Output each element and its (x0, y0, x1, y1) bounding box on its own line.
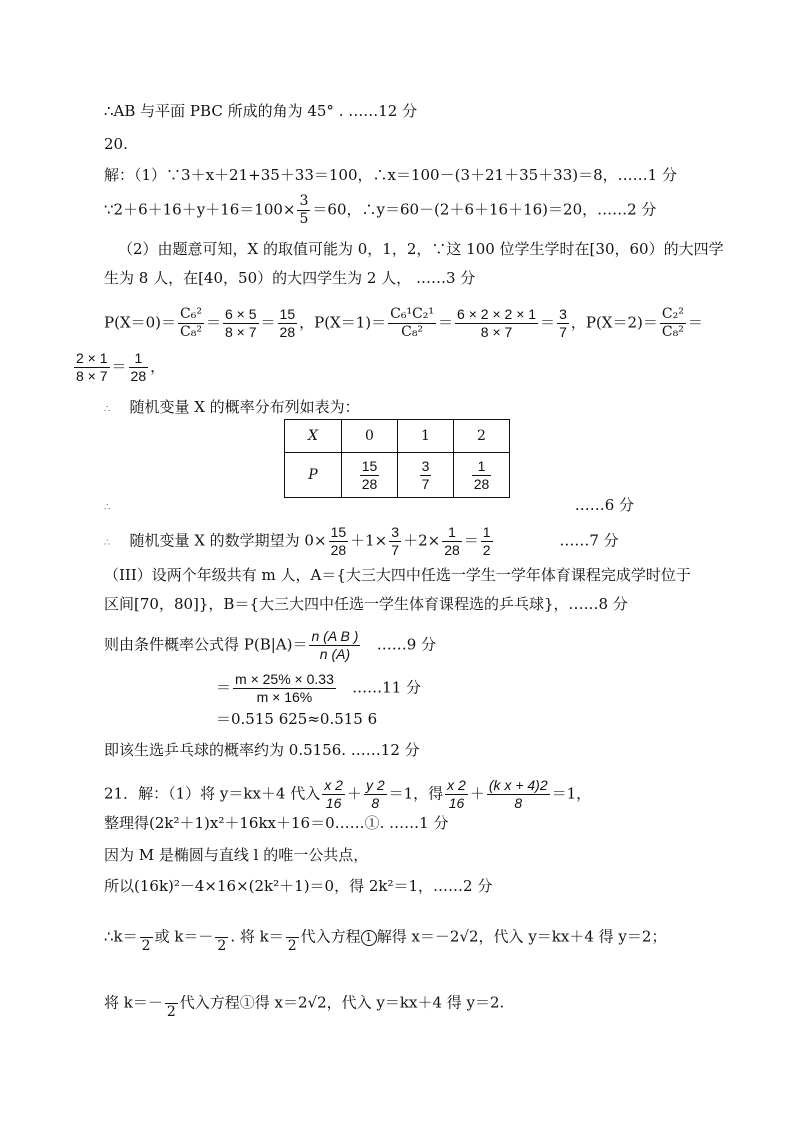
k-text-a: ∴k＝ (104, 927, 138, 946)
fraction-p0-value (278, 306, 298, 341)
line-part3-cont: 区间[70，80]}，B＝{大三大四中任选一学生体育课程选的乒乓球}，……8 分 (104, 595, 628, 613)
line-negative-k (104, 986, 504, 1021)
frac-den: 8 × 7 (76, 368, 108, 384)
frac-den: m × 16% (256, 689, 313, 705)
table-cell (342, 453, 398, 498)
expectation-text: 随机变量 X 的数学期望为 0× (129, 531, 327, 550)
score-7: ……7 分 (559, 531, 619, 550)
frac-num: C₂² (661, 306, 684, 322)
score-9: ……9 分 (376, 635, 437, 654)
fraction-half (140, 920, 153, 955)
frac-den: 7 (559, 324, 567, 340)
frac-num: x 2 (324, 777, 343, 793)
fraction-half (165, 986, 178, 1021)
line-probabilities (104, 306, 703, 341)
line-discriminant: 所以(16k)²－4×16×(2k²＋1)＝0，得 2k²＝1，……2 分 (104, 877, 493, 895)
line-result: ＝0.515 625≈0.515 6 (216, 710, 378, 728)
table-cell (454, 453, 510, 498)
fraction-p0-product (223, 306, 259, 341)
frac-den: 16 (325, 795, 342, 811)
fraction-p2-product (74, 350, 110, 385)
frac-num: 3 (559, 306, 567, 322)
frac-num: 1 (442, 524, 462, 542)
plus-sign: ＋ (346, 784, 362, 803)
therefore-marker: ∴ (104, 404, 111, 415)
therefore-marker: ∴ (104, 537, 111, 549)
frac-num: C₆¹C₂¹ (390, 306, 435, 322)
fraction-kx (487, 777, 550, 812)
line-angle-result: ∴AB 与平面 PBC 所成的角为 45° . ……12 分 (104, 102, 418, 120)
fraction-calc (233, 671, 336, 706)
fraction-p1-product (455, 306, 538, 341)
frac-num: m × 25% × 0.33 (235, 671, 334, 687)
fraction-cell (420, 458, 432, 493)
line-conclusion: 即该生选乒乓球的概率约为 0.5156. ……12 分 (104, 741, 420, 759)
line-solve-x: 解：（1）∵3＋x＋21+35＋33＝100，∴x＝100－(3＋21＋35＋33)＝8，……1 分 (104, 166, 677, 184)
fraction-p2-comb (660, 306, 686, 341)
table-row (285, 420, 510, 453)
plus-sign: ＋ (469, 784, 485, 803)
fraction-half (215, 920, 228, 955)
line-q21-start (104, 777, 591, 812)
circled-one-icon: 1 (361, 930, 377, 946)
p-x0-label: P(X＝0)＝ (104, 313, 177, 332)
frac-den: 8 × 7 (480, 324, 513, 340)
frac-den: 7 (391, 542, 400, 558)
frac-den: 2 (141, 938, 151, 954)
equals-sign: ＝ (216, 678, 232, 697)
frac-num: 3 (421, 457, 430, 474)
frac-den: 16 (448, 795, 465, 811)
line-arrange: 整理得(2k²＋1)x²＋16kx＋16＝0……①. ……1 分 (104, 814, 449, 832)
frac-den: C₈² (401, 324, 424, 340)
solve-y-left: ∵2＋6＋16＋y＋16＝100× (104, 200, 296, 219)
frac-den: C₈² (661, 324, 684, 340)
equals-sign: ＝ (111, 357, 127, 376)
table-header-cell: 1 (398, 420, 454, 453)
comma: ， (150, 357, 166, 376)
line-calculation (216, 671, 421, 706)
frac-num: 1 (472, 458, 492, 476)
frac-den: 28 (130, 368, 147, 384)
frac-num: 15 (361, 457, 378, 474)
table-header-cell: X (285, 420, 342, 453)
line-score-6 (104, 495, 634, 518)
k-text-e: 解得 x＝－2√2，代入 y＝kx＋4 得 y＝2； (376, 927, 667, 946)
equals-sign: ＝ (463, 531, 479, 550)
frac-den: 2 (287, 938, 297, 954)
k-text-d: 代入方程 (300, 927, 361, 946)
line-k-values (104, 920, 666, 955)
line-part2-intro: （2）由题意可知，X 的取值可能为 0，1，2，∵这 100 位学生学时在[30，60）的大四学 (118, 240, 724, 258)
equals-sign: ＝ (438, 313, 454, 332)
table-header-cell: 2 (454, 420, 510, 453)
table-cell (398, 453, 454, 498)
conditional-prob-text: 则由条件概率公式得 P(B|A)＝ (104, 635, 308, 654)
fraction-p1-comb (388, 306, 436, 341)
table-row-label: P (285, 453, 342, 498)
fraction-cell (472, 458, 492, 493)
frac-den: 2 (482, 542, 491, 558)
frac-den: 28 (473, 475, 490, 492)
line-part3: （III）设两个年级共有 m 人，A＝{大三大四中任选一学生一学年体育课程完成学时位于 (104, 566, 691, 584)
frac-den: 28 (279, 324, 296, 340)
line-part2-intro-cont: 生为 8 人，在[40，50）的大四学生为 2 人， ……3 分 (104, 269, 476, 287)
fraction-half (286, 920, 299, 955)
line-expectation (104, 524, 619, 559)
q21-text: 21．解：（1）将 y＝kx＋4 代入 (104, 784, 321, 803)
fraction-cell (360, 458, 380, 493)
fraction-p2-value (129, 350, 149, 385)
p-x1-label: ，P(X＝1)＝ (299, 313, 387, 332)
equals-sign: ＝ (540, 313, 556, 332)
fraction-three-fifths (297, 193, 310, 228)
frac-num: 1 (482, 524, 491, 540)
frac-num (165, 986, 178, 1004)
frac-den: 28 (444, 542, 460, 558)
frac-den: C₈² (180, 324, 202, 340)
fraction-e1 (329, 524, 349, 559)
fraction-pba (309, 628, 360, 663)
frac-den: 28 (330, 542, 347, 558)
fraction-p0-comb (178, 306, 204, 341)
frac-num: 3 (391, 524, 400, 540)
fraction-e3 (442, 524, 462, 559)
therefore-marker: ∴ (104, 502, 111, 513)
frac-num (286, 920, 299, 938)
frac-den: 28 (361, 475, 378, 492)
frac-num: n (A B ) (311, 628, 359, 644)
frac-num: 2 × 1 (76, 350, 108, 366)
plus-times-1: ＋1× (350, 531, 388, 550)
fraction-e4 (481, 524, 493, 559)
negk-text-b: 代入方程①得 x＝2√2，代入 y＝kx＋4 得 y＝2. (179, 993, 505, 1012)
k-text-c: . 将 k＝ (230, 927, 284, 946)
table-header-cell: 0 (342, 420, 398, 453)
frac-den: 8 × 7 (224, 324, 257, 340)
distribution-intro-text: 随机变量 X 的概率分布列如表为： (129, 398, 360, 416)
frac-num: y 2 (365, 777, 385, 793)
fraction-p1-value (557, 306, 569, 341)
frac-den: n (A) (319, 646, 351, 662)
distribution-table (284, 419, 510, 498)
fraction-x16 (322, 777, 345, 812)
frac-num: 15 (279, 306, 296, 322)
k-text-b: 或 k＝－ (154, 927, 214, 946)
score-6: ……6 分 (574, 496, 634, 514)
line-unique-point: 因为 M 是椭圆与直线 l 的唯一公共点， (104, 846, 369, 864)
line-p2-continued (72, 350, 165, 385)
frac-num: x 2 (447, 777, 466, 793)
frac-num: 3 (299, 193, 309, 209)
equals-one-text: ＝1，得 (388, 784, 444, 803)
frac-num (215, 920, 228, 938)
solve-y-right: ＝60，∴y＝60－(2＋6＋16＋16)＝20，……2 分 (312, 200, 657, 219)
frac-num (140, 920, 153, 938)
frac-den: 2 (217, 938, 227, 954)
frac-num: 1 (129, 350, 149, 368)
frac-den: 7 (421, 475, 430, 492)
frac-den: 2 (166, 1004, 176, 1020)
question-20-number: 20. (104, 135, 128, 153)
frac-den: 5 (299, 211, 309, 227)
fraction-e2 (389, 524, 401, 559)
line-conditional-prob (104, 628, 436, 663)
plus-times-2: ＋2× (403, 531, 441, 550)
frac-den: 8 (371, 795, 380, 811)
table-row (285, 453, 510, 498)
p-x2-label: ，P(X＝2)＝ (570, 313, 658, 332)
score-11: ……11 分 (352, 678, 422, 697)
fraction-y8 (364, 777, 387, 812)
equals-sign: ＝ (205, 313, 221, 332)
equals-sign: ＝ (260, 313, 276, 332)
equals-one-end: ＝1， (551, 784, 592, 803)
frac-den: 8 (514, 795, 523, 811)
negk-text-a: 将 k＝－ (104, 993, 163, 1012)
frac-num: 6 × 2 × 2 × 1 (457, 306, 537, 322)
line-solve-y (104, 193, 656, 228)
frac-num: 15 (330, 524, 347, 540)
fraction-x16-b (445, 777, 468, 812)
equals-sign: ＝ (687, 313, 703, 332)
frac-num: 6 × 5 (224, 306, 257, 322)
frac-num: (k x + 4)2 (488, 777, 548, 793)
frac-num: C₆² (180, 306, 202, 322)
line-distribution-intro (104, 397, 360, 420)
